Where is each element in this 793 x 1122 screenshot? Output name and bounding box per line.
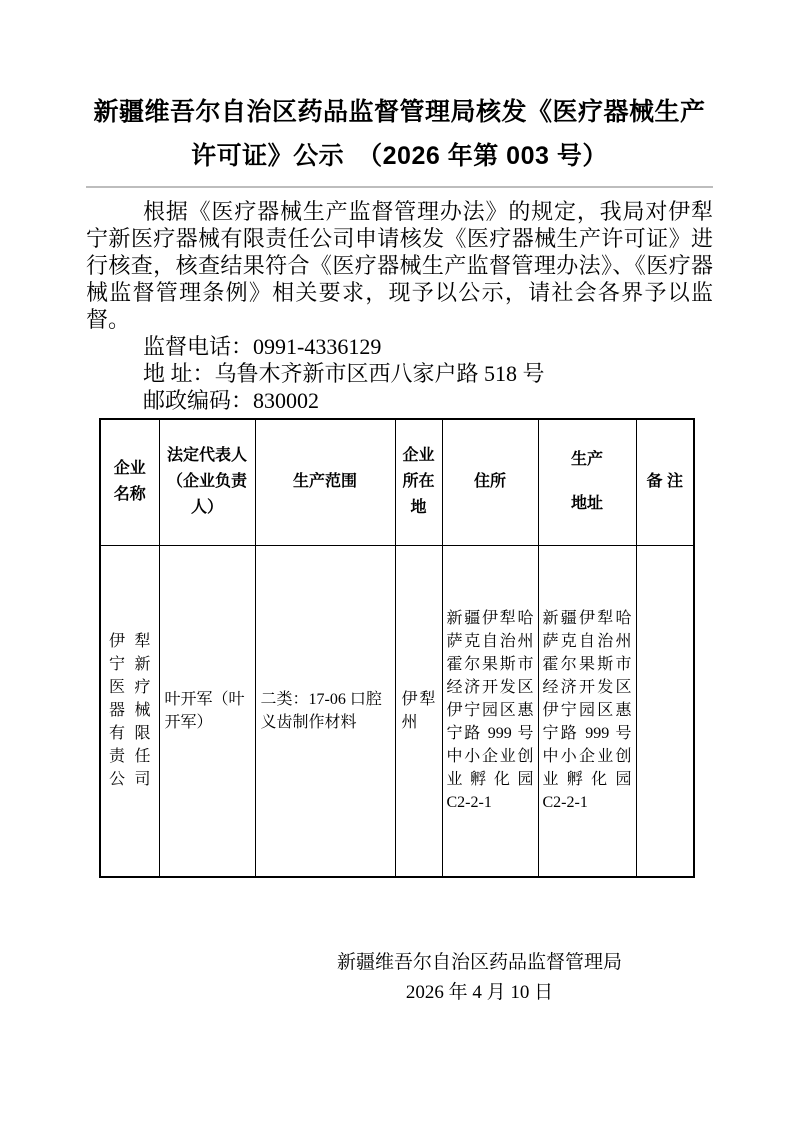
title-line-2: 许可证》公示 （2026 年第 003 号） <box>191 142 608 170</box>
table-header-row <box>100 419 694 545</box>
col-header-production-address <box>538 419 636 545</box>
col-header-company-location <box>395 419 442 545</box>
table-row <box>100 545 694 877</box>
cell-company-name: 伊犁宁新医疗器械有限责任公司 <box>100 545 159 877</box>
document-title <box>86 90 713 178</box>
contact-info <box>86 333 713 414</box>
cell-production-scope: 二类：17-06 口腔义齿制作材料 <box>255 545 395 877</box>
col-header-company-name-label: 企业名称 <box>113 460 146 504</box>
col-header-residence-label: 住所 <box>473 473 506 491</box>
col-header-production-scope-label: 生产范围 <box>292 473 357 491</box>
title-divider <box>86 186 713 188</box>
col-header-production-address-label: 生产地址 <box>571 451 604 513</box>
col-header-production-scope <box>255 419 395 545</box>
supervision-phone-line: 监督电话：0991-4336129 <box>143 334 382 359</box>
cell-production-address: 新疆伊犁哈萨克自治州霍尔果斯市经济开发区伊宁园区惠宁路 999 号中小企业创业孵化园 C2-2-1 <box>538 545 636 877</box>
license-table <box>99 418 695 878</box>
col-header-company-name <box>100 419 159 545</box>
col-header-residence <box>442 419 538 545</box>
cell-legal-representative: 叶开军（叶开军） <box>159 545 255 877</box>
title-line-1: 新疆维吾尔自治区药品监督管理局核发《医疗器械生产 <box>93 98 706 126</box>
cell-company-location: 伊犁州 <box>395 545 442 877</box>
issuer-name: 新疆维吾尔自治区药品监督管理局 <box>336 952 622 973</box>
col-header-legal-representative <box>159 419 255 545</box>
document-footer <box>86 948 713 1008</box>
postal-code-line: 邮政编码：830002 <box>143 388 320 413</box>
col-header-company-location-label: 企业所在地 <box>402 447 435 517</box>
col-header-legal-representative-label: 法定代表人（企业负责人） <box>166 447 247 517</box>
cell-residence: 新疆伊犁哈萨克自治州霍尔果斯市经济开发区伊宁园区惠宁路 999 号中小企业创业孵化园 C2-2-1 <box>442 545 538 877</box>
col-header-remark-label: 备 注 <box>646 473 683 491</box>
address-line: 地 址：乌鲁木齐新市区西八家户路 518 号 <box>143 361 545 386</box>
issue-date: 2026 年 4 月 10 日 <box>405 982 554 1003</box>
cell-remark <box>636 545 694 877</box>
intro-paragraph: 根据《医疗器械生产监督管理办法》的规定，我局对伊犁宁新医疗器械有限责任公司申请核发《医疗器械生产许可证》进行核查，核查结果符合《医疗器械生产监督管理办法》、《医疗器械监督管理条例》相关要求，现予以公示，请社会各界予以监督。 <box>86 199 713 332</box>
col-header-remark <box>636 419 694 545</box>
